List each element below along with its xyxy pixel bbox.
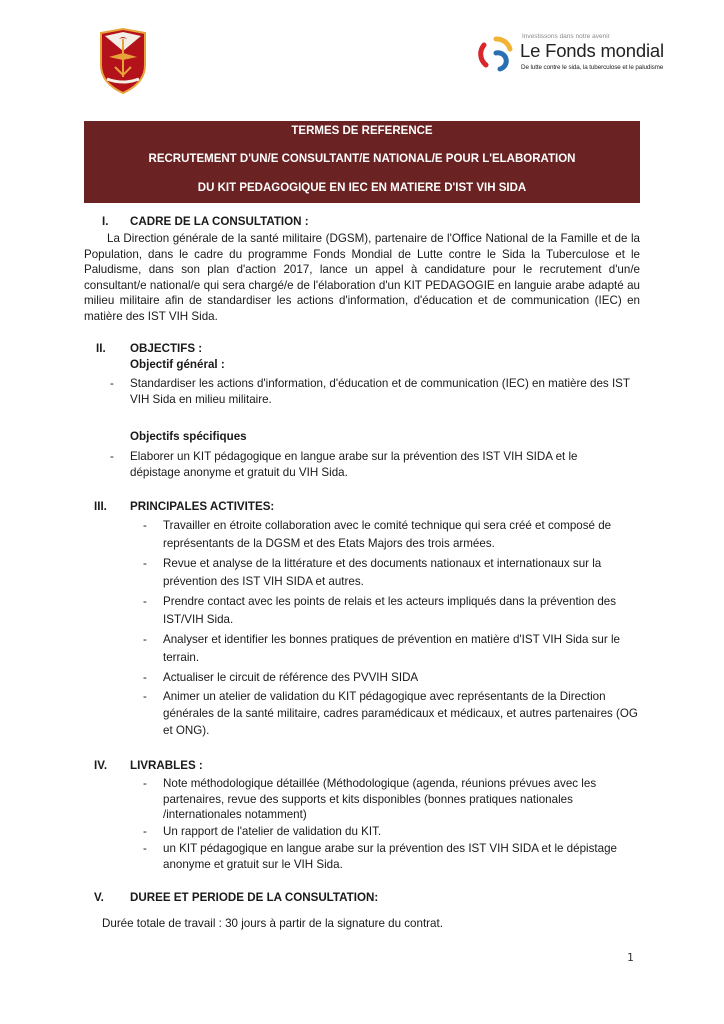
section-1-heading: CADRE DE LA CONSULTATION : [130,215,309,228]
section-2-number: II. [96,342,106,355]
bullet-dash: - [143,519,147,532]
global-fund-swirl-icon [476,35,516,75]
list-item: - Animer un atelier de validation du KIT pédagogique avec représentants de la Direction générales de la santé militaire, cadres paramédicaux et médicaux, et autres partenaires (OG et ONG). [143,690,638,737]
list-item: - Actualiser le circuit de référence des PVVIH SIDA [163,669,641,687]
bullet-dash: - [143,671,147,684]
bullet-dash: - [143,777,147,790]
bullet-dash: - [143,633,147,646]
logo-subtitle: De lutte contre le sida, la tuberculose et le paludisme [521,64,664,71]
section-4-heading: LIVRABLES : [130,759,203,772]
bullet-dash: - [110,377,114,390]
objectifs-specifiques-heading: Objectifs spécifiques [130,430,247,443]
bullet-dash: - [143,557,147,570]
section-1-number: I. [102,215,109,228]
bullet-dash: - [143,690,147,703]
military-health-emblem-logo [97,27,149,95]
section-5-heading: DUREE ET PERIODE DE LA CONSULTATION: [130,891,379,904]
section-3-heading: PRINCIPALES ACTIVITES: [130,500,275,513]
section-5-text: Durée totale de travail : 30 jours à partir de la signature du contrat. [102,917,443,930]
list-item: - Revue et analyse de la littérature et des documents nationaux et internationaux sur la prévention des IST VIH SIDA et autres. [143,557,602,588]
shield-emblem-icon [97,27,149,95]
global-fund-logo [476,33,676,78]
objectif-general-heading: Objectif général : [130,358,225,371]
list-item: - Travailler en étroite collaboration avec le comité technique qui sera créé et composé de représentants de la DGSM et des Etats Majors des trois armées. [143,519,612,550]
list-item: - Un rapport de l'atelier de validation du KIT. [143,825,382,838]
bullet-dash: - [143,595,147,608]
section-3-number: III. [94,500,107,513]
section-5-number: V. [94,891,104,904]
bullet-dash: - [110,450,114,463]
banner-title: TERMES DE REFERENCE [291,125,433,137]
section-2-heading: OBJECTIFS : [130,342,203,355]
logo-tagline: Investissons dans notre avenir [522,33,610,40]
list-item: - Prendre contact avec les points de relais et les acteurs impliqués dans la prévention des IST/VIH Sida. [143,595,617,626]
list-item: - Standardiser les actions d'information, d'éducation et de communication (IEC) en matière des IST VIH Sida en milieu militaire. [110,377,630,406]
banner-subtitle-line-2: DU KIT PEDAGOGIQUE EN IEC EN MATIERE D'IST VIH SIDA [197,182,527,194]
list-item: - Elaborer un KIT pédagogique en langue arabe sur la prévention des IST VIH SIDA et le dépistage anonyme et gratuit du VIH Sida. [110,450,578,479]
list-item: - Note méthodologique détaillée (Méthodologique (agenda, réunions prévues avec les partenaires, revue des supports et kits disponibles (bonnes pratiques nationales /internationales notamment) [143,777,597,821]
title-banner [84,121,640,203]
bullet-dash: - [143,825,147,838]
list-item: - Analyser et identifier les bonnes pratiques de prévention en matière d'IST VIH Sida sur le terrain. [143,633,620,664]
banner-subtitle-line-1: RECRUTEMENT D'UN/E CONSULTANT/E NATIONAL/E POUR L'ELABORATION [148,153,576,165]
logo-title: Le Fonds mondial [520,40,664,61]
section-4-number: IV. [94,759,108,772]
section-1-paragraph: La Direction générale de la santé militaire (DGSM), partenaire de l'Office National de la Famille et de la Population, dans le cadre du programme Fonds Mondial de Lutte contre le Sida la Tuberculose et le Paludisme, dans son plan d'action 2017, lance un appel à candidature pour le recrutement d'un/e consultant/e national/e qui sera chargé/e de l'élaboration d'un KIT PEDAGOGIE en languie arabe adapté au milieu militaire afin de standardiser les actions d'information, d'éducation et de communication (IEC) en matière des IST VIH Sida. [84,232,640,323]
list-item: - un KIT pédagogique en langue arabe sur la prévention des IST VIH SIDA et le dépistage anonyme et gratuit sur le VIH Sida. [143,842,617,871]
page-number: 1 [627,951,634,964]
bullet-dash: - [143,842,147,855]
